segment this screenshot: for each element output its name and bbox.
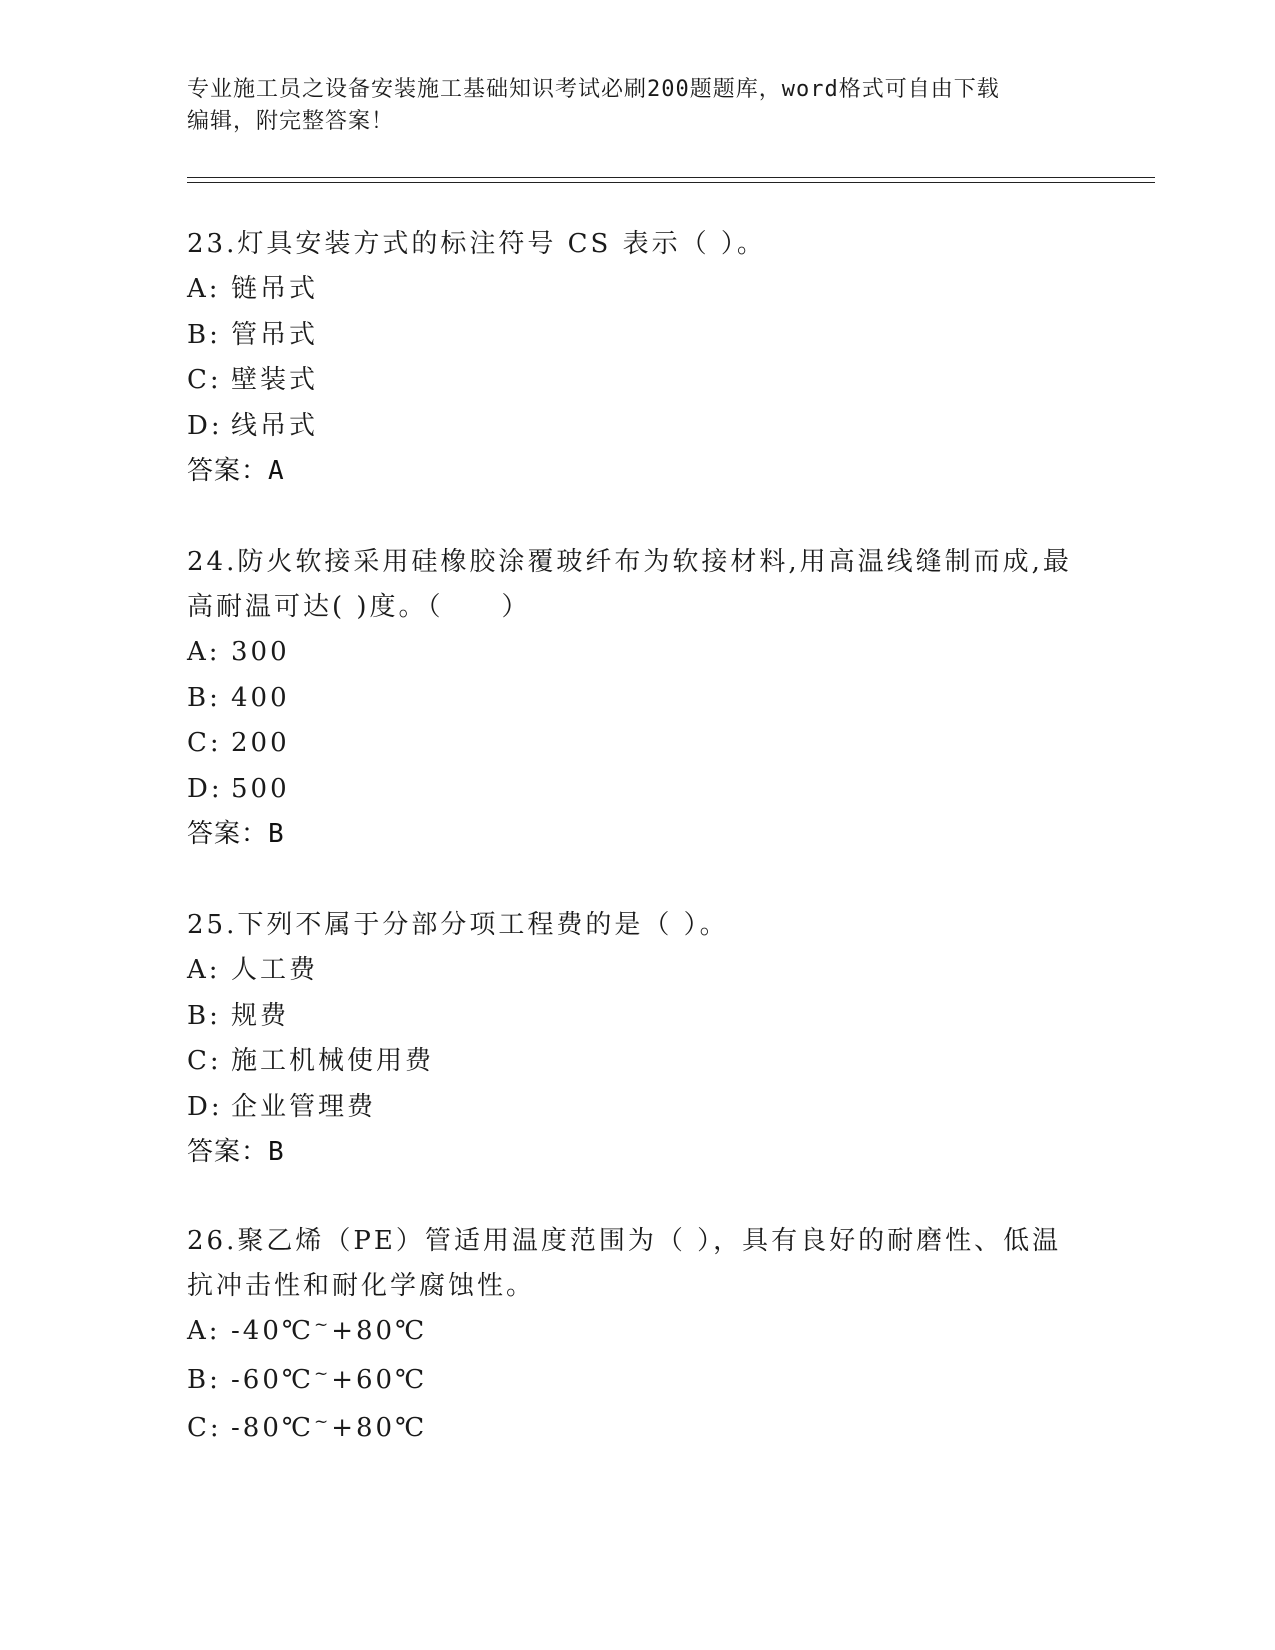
option-text: 企业管理费 [231,1091,377,1122]
option-text: 壁装式 [231,365,319,395]
option-temp-low: -40℃ [231,1316,314,1346]
option-text: 链吊式 [231,274,319,304]
option-letter: D: [187,1091,223,1122]
option-a [187,1309,1087,1358]
option-text: 施工机械使用费 [231,1046,435,1076]
option-b [187,676,1087,722]
option-d [187,1085,1087,1131]
option-letter: B: [187,682,221,713]
question-25 [187,903,1087,1175]
option-a [187,630,1087,676]
document-header [187,74,1087,138]
option-d [187,404,1087,450]
answer-value: A [268,456,285,486]
question-stem-line-2: 高耐温可达( )度。（ ） [187,592,531,622]
option-letter: D: [187,773,223,804]
option-letter: A: [187,1316,221,1346]
option-b [187,1358,1087,1407]
answer-label: 答案： [187,819,269,849]
header-rule-top [187,177,1155,178]
answer-line [187,449,1087,494]
answer-value: B [268,819,285,849]
option-letter: A: [187,274,221,304]
option-letter: C: [187,1413,222,1443]
answer-label: 答案： [187,1137,269,1167]
option-range-tilde: ~ [313,1315,332,1335]
option-b [187,994,1087,1040]
answer-label: 答案： [187,456,269,486]
question-24 [187,540,1087,857]
question-stem-line-1: 26.聚乙烯（PE）管适用温度范围为（ ），具有良好的耐磨性、低温 [187,1226,1062,1256]
option-d [187,767,1087,813]
option-temp-low: -80℃ [231,1413,314,1443]
option-a [187,267,1087,313]
option-text: 300 [231,637,290,667]
option-letter: B: [187,319,221,350]
header-line-2: 编辑，附完整答案！ [187,109,395,134]
option-range-tilde: ~ [313,1363,332,1384]
answer-value: B [268,1137,285,1167]
option-letter: A: [187,955,221,985]
option-a [187,948,1087,994]
option-c [187,721,1087,767]
header-line-1: 专业施工员之设备安装施工基础知识考试必刷200题题库，word格式可自由下载 [187,77,1000,102]
question-stem: 25.下列不属于分部分项工程费的是（ ）。 [187,910,729,940]
option-temp-low: -60℃ [231,1364,314,1395]
option-temp-high: +60℃ [331,1364,428,1395]
option-range-tilde: ~ [313,1412,332,1432]
option-c [187,1039,1087,1085]
question-stem-line-1: 24.防火软接采用硅橡胶涂覆玻纤布为软接材料,用高温线缝制而成,最 [187,547,1072,577]
option-temp-high: +80℃ [331,1413,428,1443]
option-letter: C: [187,1046,222,1076]
option-text: 500 [231,773,290,804]
option-letter: B: [187,1000,221,1031]
option-text: 人工费 [231,955,319,985]
question-stem: 23.灯具安装方式的标注符号 CS 表示（ ）。 [187,229,766,259]
option-temp-high: +80℃ [331,1316,428,1346]
option-letter: C: [187,728,222,758]
answer-line [187,1130,1087,1175]
option-text: 线吊式 [231,410,319,441]
option-text: 200 [231,728,290,758]
question-stem-line-2: 抗冲击性和耐化学腐蚀性。 [187,1271,536,1301]
option-letter: A: [187,637,221,667]
option-text: 管吊式 [231,319,319,350]
question-23 [187,222,1087,494]
option-text: 400 [231,682,290,713]
answer-line [187,812,1087,857]
question-26 [187,1219,1087,1455]
option-text: 规费 [231,1000,290,1031]
option-letter: B: [187,1364,221,1395]
option-letter: C: [187,365,222,395]
option-letter: D: [187,410,223,441]
header-rule-bottom [187,182,1155,183]
option-c [187,358,1087,404]
option-c [187,1406,1087,1455]
option-b [187,313,1087,359]
